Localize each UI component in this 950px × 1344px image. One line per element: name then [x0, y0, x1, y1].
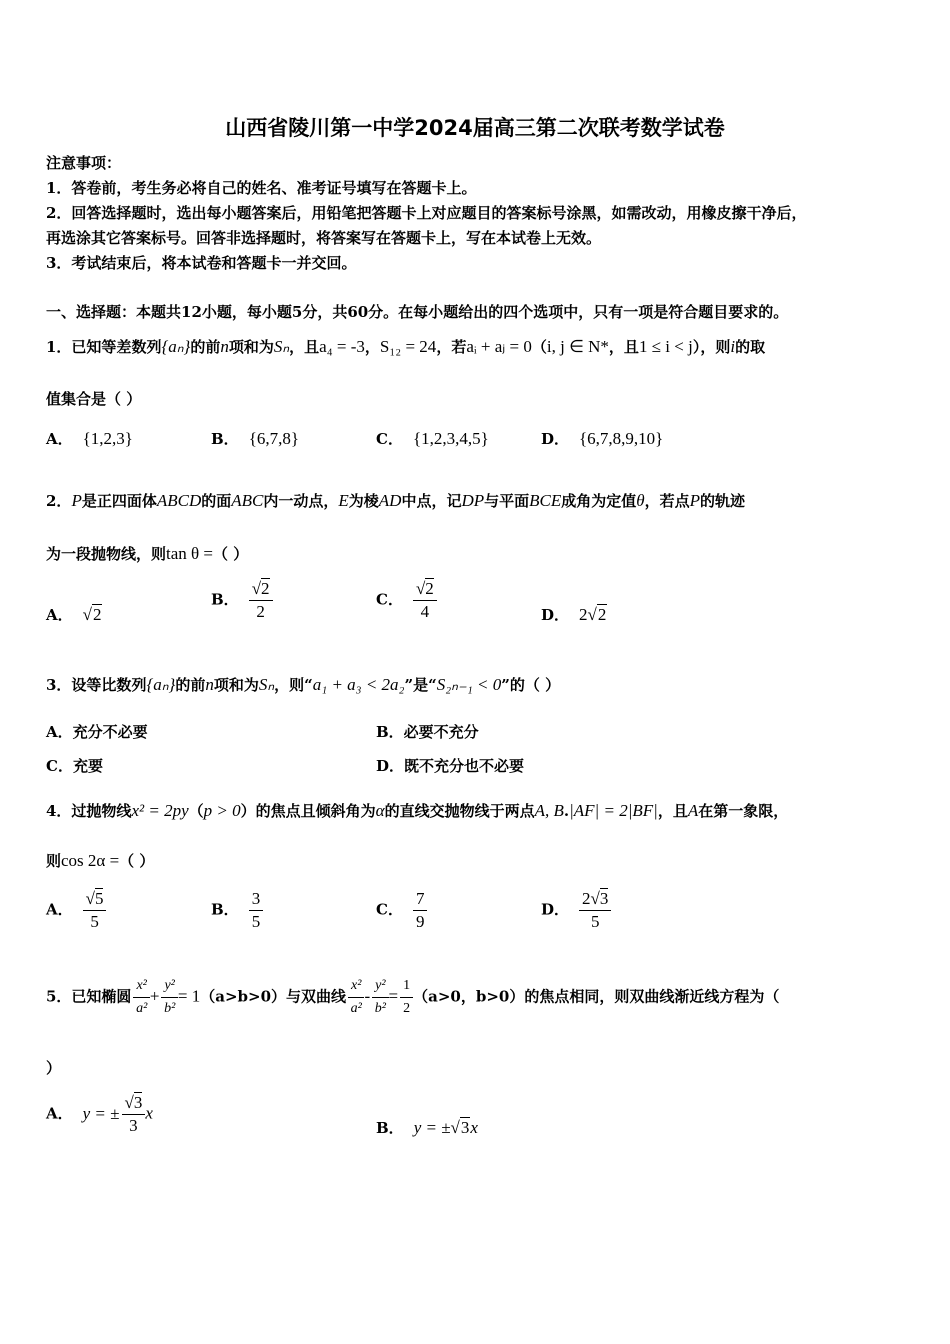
- q1-text: 的取: [735, 338, 766, 356]
- section-heading: 一、选择题：本题共12小题，每小题5分，共60分。在每小题给出的四个选项中，只有一项是符合题目要求的。: [46, 303, 789, 321]
- question-3-line-1: 3．设等比数列{aₙ}的前n项和为Sₙ，则“a₁ + a₃ < 2a₂”是“S₂ₙ₋₁ < 0”的（ ）: [46, 675, 561, 694]
- notice-item-1: 1．答卷前，考生务必将自己的姓名、准考证号填写在答题卡上。: [46, 179, 477, 197]
- q3-option-b: B．必要不充分: [376, 723, 479, 741]
- q2-option-b: B． $\frac{√2}{2}$: [211, 578, 273, 623]
- q1-text: ，: [364, 338, 380, 356]
- q1-math: Sₙ: [273, 337, 290, 356]
- question-5-line-1: 5．已知椭圆 $\frac{\text{x²}}{\text{a²}}$ + $\frac{\text{y²}}{\text{b²}}$ = 1（a>b>0）与双曲线 $\frac{\text{x²}}{\text{a²}}$ - $\frac{\text{y²}}{\text{b²}}$ = $\frac{1}{2}$ （a>0，b>0）的焦点相同，则双曲线渐近线方程为（: [46, 975, 779, 1020]
- page-title: 山西省陵川第一中学2024届高三第二次联考数学试卷: [225, 116, 725, 140]
- notice-item-2a: 2．回答选择题时，选出每小题答案后，用铅笔把答题卡上对应题目的答案标号涂黑，如需改动，用橡皮擦干净后，: [46, 204, 807, 222]
- question-2-line-1: 2．P是正四面体ABCD的面ABC内一动点，E为棱AD中点，记DP与平面BCE成角为定值θ，若点P的轨迹: [46, 491, 746, 510]
- q1-text: （: [531, 338, 547, 356]
- q1-option-a: A． {1,2,3}: [46, 429, 133, 448]
- q1-math: 1 ≤ i < j: [638, 337, 693, 356]
- q1-math: S₁₂ = 24: [379, 337, 437, 356]
- q1-text: ，若: [436, 338, 467, 356]
- q1-math: i: [730, 337, 736, 356]
- q3-option-d: D．既不充分也不必要: [376, 757, 525, 775]
- q1-text: ，且: [289, 338, 320, 356]
- question-5-line-2: ）: [46, 1059, 62, 1077]
- q1-math: aᵢ + aⱼ = 0: [466, 337, 532, 356]
- question-2-line-2: 为一段抛物线，则tan θ =（ ）: [46, 544, 249, 563]
- q1-text: ），则: [692, 338, 731, 356]
- notice-item-3: 3．考试结束后，将本试卷和答题卡一并交回。: [46, 254, 357, 272]
- q4-option-c: C． $\frac{7}{9}$: [376, 888, 427, 933]
- q4-option-a: A． $\frac{√5}{5}$: [46, 888, 106, 933]
- q3-option-c: C．充要: [46, 757, 103, 775]
- q1-option-d: D． {6,7,8,9,10}: [541, 429, 664, 448]
- question-4-line-2: 则cos 2α =（ ）: [46, 851, 155, 870]
- notice-item-2b: 再选涂其它答案标号。回答非选择题时，将答案写在答题卡上，写在本试卷上无效。: [46, 229, 602, 247]
- q2-option-d: D． 2√2: [541, 605, 607, 624]
- q1-text: 1．已知等差数列: [46, 338, 162, 356]
- question-1-line-2: 值集合是（ ）: [46, 390, 142, 408]
- q2-option-c: C． $\frac{√2}{4}$: [376, 578, 437, 623]
- q1-text: ，且: [608, 338, 639, 356]
- question-4-line-1: 4．过抛物线x² = 2py（p > 0）的焦点且倾斜角为α的直线交抛物线于两点A, B.|AF| = 2|BF|，且A在第一象限，: [46, 801, 789, 820]
- q1-option-c: C． {1,2,3,4,5}: [376, 429, 489, 448]
- q4-option-d: D． $\frac{2√3}{5}$: [541, 888, 611, 933]
- q1-option-b: B． {6,7,8}: [211, 429, 300, 448]
- q5-option-b: B． y = ±√3x: [376, 1118, 478, 1137]
- q1-text: 的前: [190, 338, 221, 356]
- q1-math: a₄ = -3: [319, 337, 365, 356]
- q1-math: i, j ∈ N*: [546, 337, 609, 356]
- q1-text: 项和为: [228, 338, 274, 356]
- q2-option-a: A． √2: [46, 605, 102, 624]
- q1-math: {aₙ}: [161, 337, 191, 356]
- notice-heading: 注意事项：: [46, 154, 122, 172]
- q1-math: n: [220, 337, 229, 356]
- question-1-line-1: [46, 336, 765, 357]
- q4-option-b: B． $\frac{3}{5}$: [211, 888, 263, 933]
- q3-option-a: A．充分不必要: [46, 723, 148, 741]
- q5-option-a: A． y = ± $\frac{√3}{3}$ x: [46, 1093, 153, 1135]
